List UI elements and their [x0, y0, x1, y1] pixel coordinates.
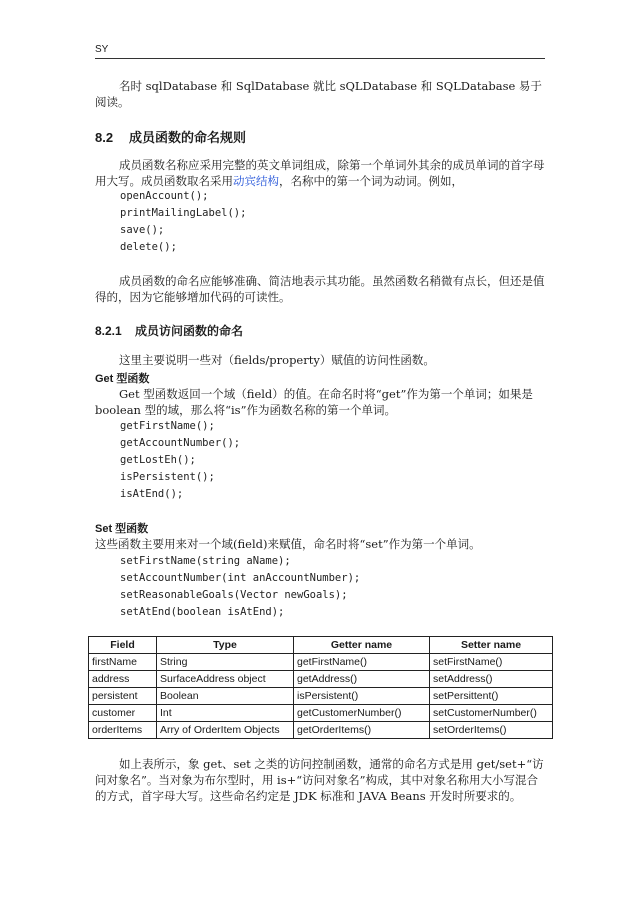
section-number: 8.2 — [95, 130, 114, 145]
code-line: getAccountNumber(); — [120, 437, 241, 449]
code-line: isAtEnd(); — [120, 488, 184, 500]
table-cell: address — [89, 671, 157, 688]
code-block-getters — [120, 418, 240, 503]
table-cell: Boolean — [157, 688, 294, 705]
table-cell: setFirstName() — [430, 654, 553, 671]
table-cell: orderItems — [89, 722, 157, 739]
table-row — [89, 722, 553, 739]
table-cell: getOrderItems() — [294, 722, 430, 739]
table-row — [89, 671, 553, 688]
table-cell: SurfaceAddress object — [157, 671, 294, 688]
code-line: getFirstName(); — [120, 420, 215, 432]
table-cell: Int — [157, 705, 294, 722]
code-line: getLostEh(); — [120, 454, 196, 466]
code-line: printMailingLabel(); — [120, 207, 247, 219]
set-functions-label: Set 型函数 — [95, 523, 149, 535]
intro-line: 名时 sqlDatabase 和 SqlDatabase 就比 sQLDatabase 和 SQLDatabase 易于阅读。 — [95, 79, 542, 109]
code-line: setReasonableGoals(Vector newGoals); — [120, 589, 348, 601]
para-text: ，名称中的第一个词为动词。例如， — [279, 174, 463, 188]
table-row — [89, 705, 553, 722]
code-line: setAccountNumber(int anAccountNumber); — [120, 572, 361, 584]
column-header: Type — [157, 637, 294, 654]
section-title: 成员访问函数的命名 — [135, 324, 244, 338]
table-cell: getCustomerNumber() — [294, 705, 430, 722]
section-number: 8.2.1 — [95, 324, 122, 338]
table-cell: setAddress() — [430, 671, 553, 688]
closing-paragraph: 如上表所示，象 get、set 之类的访问控制函数，通常的命名方式是用 get/set+“访问对象名”。当对象为布尔型时，用 is+“访问对象名”构成，其中对象名称用大小写混合的方式，首字母大写。这些命名约定是 JDK 标准和 JAVA Beans 开发时所要求的。 — [95, 757, 544, 803]
table-cell: getFirstName() — [294, 654, 430, 671]
section-title: 成员函数的命名规则 — [129, 130, 247, 145]
code-line: delete(); — [120, 241, 177, 253]
code-line: setAtEnd(boolean isAtEnd); — [120, 606, 285, 618]
para-text: 成员函数名称应采用完整的英文单词组成，除第一个单词外其余的成员单词的首字母用大写。成员函数取名采用 — [95, 158, 545, 188]
table-cell: setPersittent() — [430, 688, 553, 705]
table-cell: getAddress() — [294, 671, 430, 688]
table-cell: setCustomerNumber() — [430, 705, 553, 722]
header-divider — [95, 58, 545, 59]
section-8-2-1-heading — [95, 322, 243, 339]
table-cell: Arry of OrderItem Objects — [157, 722, 294, 739]
code-line: setFirstName(string aName); — [120, 555, 291, 567]
code-line: openAccount(); — [120, 190, 209, 202]
code-block-setters — [120, 553, 360, 621]
column-header: Setter name — [430, 637, 553, 654]
code-block-member-functions — [120, 188, 246, 256]
code-line: isPersistent(); — [120, 471, 215, 483]
accessor-naming-table — [88, 636, 553, 739]
table-header-row — [89, 637, 553, 654]
get-functions-label: Get 型函数 — [95, 373, 150, 385]
verb-object-link[interactable]: 动宾结构 — [233, 174, 279, 188]
section-8-2-heading — [95, 127, 246, 146]
table-cell: firstName — [89, 654, 157, 671]
table-cell: setOrderItems() — [430, 722, 553, 739]
table-row — [89, 688, 553, 705]
table-cell: String — [157, 654, 294, 671]
table-cell: persistent — [89, 688, 157, 705]
set-functions-paragraph: 这些函数主要用来对一个域(field)来赋值，命名时将“set”作为第一个单词。 — [95, 537, 481, 551]
section-8-2-1-intro: 这里主要说明一些对（fields/property）赋值的访问性函数。 — [119, 353, 435, 367]
table-cell: customer — [89, 705, 157, 722]
get-functions-paragraph: Get 型函数返回一个域（field）的值。在命名时将“get”作为第一个单词；如果是 boolean 型的域，那么将“is”作为函数名称的第一个单词。 — [95, 387, 533, 417]
column-header: Field — [89, 637, 157, 654]
column-header: Getter name — [294, 637, 430, 654]
table-row — [89, 654, 553, 671]
page-header: SY — [95, 44, 109, 55]
code-line: save(); — [120, 224, 165, 236]
section-8-2-paragraph-1 — [95, 157, 547, 189]
section-8-2-paragraph-2: 成员函数的命名应能够准确、简洁地表示其功能。虽然函数名稍微有点长，但还是值得的，因为它能够增加代码的可读性。 — [95, 274, 545, 304]
table-cell: isPersistent() — [294, 688, 430, 705]
